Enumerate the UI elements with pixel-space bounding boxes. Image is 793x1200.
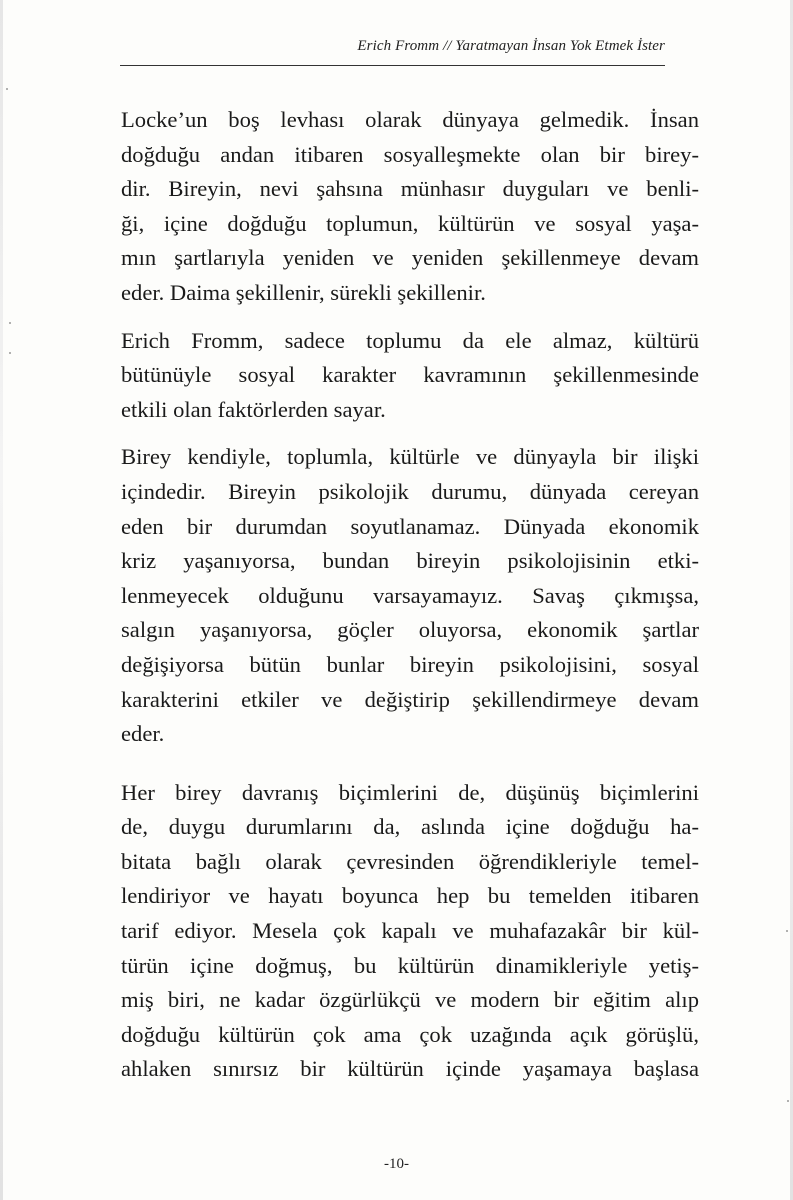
- text-line: lenmeyecek olduğunu varsayamayız. Savaş çıkmışsa,: [121, 582, 699, 608]
- running-header-title: Erich Fromm // Yaratmayan İnsan Yok Etmek İster: [357, 38, 665, 54]
- text-line: değişiyorsa bütün bunlar bireyin psikolojisini, sosyal: [121, 651, 699, 677]
- text-line: Locke’un boş levhası olarak dünyaya gelmedik. İnsan: [121, 107, 699, 132]
- scan-speck: [9, 352, 11, 354]
- text-line: ği, içine doğduğu toplumun, kültürün ve sosyal yaşa-: [121, 210, 699, 236]
- text-line: doğduğu kültürün çok ama çok uzağında açık görüşlü,: [121, 1021, 699, 1047]
- text-line: eder. Daima şekillenir, sürekli şekillenir.: [121, 279, 486, 305]
- scan-speck: [9, 322, 11, 324]
- text-line: eden bir durumdan soyutlanamaz. Dünyada ekonomik: [121, 513, 699, 539]
- text-line: doğduğu andan itibaren sosyalleşmekte olan bir birey-: [121, 141, 699, 167]
- scan-speck: [6, 88, 8, 90]
- text-line: bitata bağlı olarak çevresinden öğrendikleriyle temel-: [121, 848, 699, 874]
- text-line: eder.: [121, 721, 165, 747]
- text-line: türün içine doğmuş, bu kültürün dinamikleriyle yetiş-: [121, 952, 699, 978]
- text-line: mın şartlarıyla yeniden ve yeniden şekillenmeye devam: [121, 245, 699, 271]
- scan-speck: [787, 1100, 789, 1102]
- scan-speck: [786, 930, 788, 932]
- paragraph-1: [121, 103, 699, 311]
- scan-left-edge: [0, 0, 3, 1200]
- text-line: Her birey davranış biçimlerini de, düşünüş biçimlerini: [121, 779, 699, 805]
- text-line: lendiriyor ve hayatı boyunca hep bu temelden itibaren: [121, 883, 699, 909]
- text-line: de, duygu durumlarını da, aslında içine doğduğu ha-: [121, 814, 699, 840]
- text-line: etkili olan faktörlerden sayar.: [121, 396, 386, 422]
- text-line: karakterini etkiler ve değiştirip şekillendirmeye devam: [121, 686, 699, 712]
- text-line: kriz yaşanıyorsa, bundan bireyin psikolojisinin etki-: [121, 548, 699, 574]
- paragraph-3: [121, 440, 699, 751]
- text-line: salgın yaşanıyorsa, göçler oluyorsa, ekonomik şartlar: [121, 617, 699, 643]
- paragraph-4: [121, 776, 699, 1087]
- paragraph-2: [121, 324, 699, 428]
- text-line: miş biri, ne kadar özgürlükçü ve modern bir eğitim alıp: [121, 987, 699, 1013]
- body-text: [121, 103, 699, 1087]
- text-line: bütünüyle sosyal karakter kavramının şekillenmesinde: [121, 362, 699, 388]
- page-number: -10-: [384, 1156, 409, 1172]
- text-line: dir. Bireyin, nevi şahsına münhasır duyguları ve benli-: [121, 176, 699, 202]
- text-line: ahlaken sınırsız bir kültürün içinde yaşamaya başlasa: [121, 1056, 699, 1082]
- text-line: Erich Fromm, sadece toplumu da ele almaz, kültürü: [121, 327, 699, 353]
- text-line: Birey kendiyle, toplumla, kültürle ve dünyayla bir ilişki: [121, 444, 699, 470]
- text-line: içindedir. Bireyin psikolojik durumu, dünyada cereyan: [121, 478, 699, 504]
- running-header: [120, 34, 665, 66]
- header-rule: [120, 65, 665, 66]
- text-line: tarif ediyor. Mesela çok kapalı ve muhafazakâr bir kül-: [121, 918, 699, 944]
